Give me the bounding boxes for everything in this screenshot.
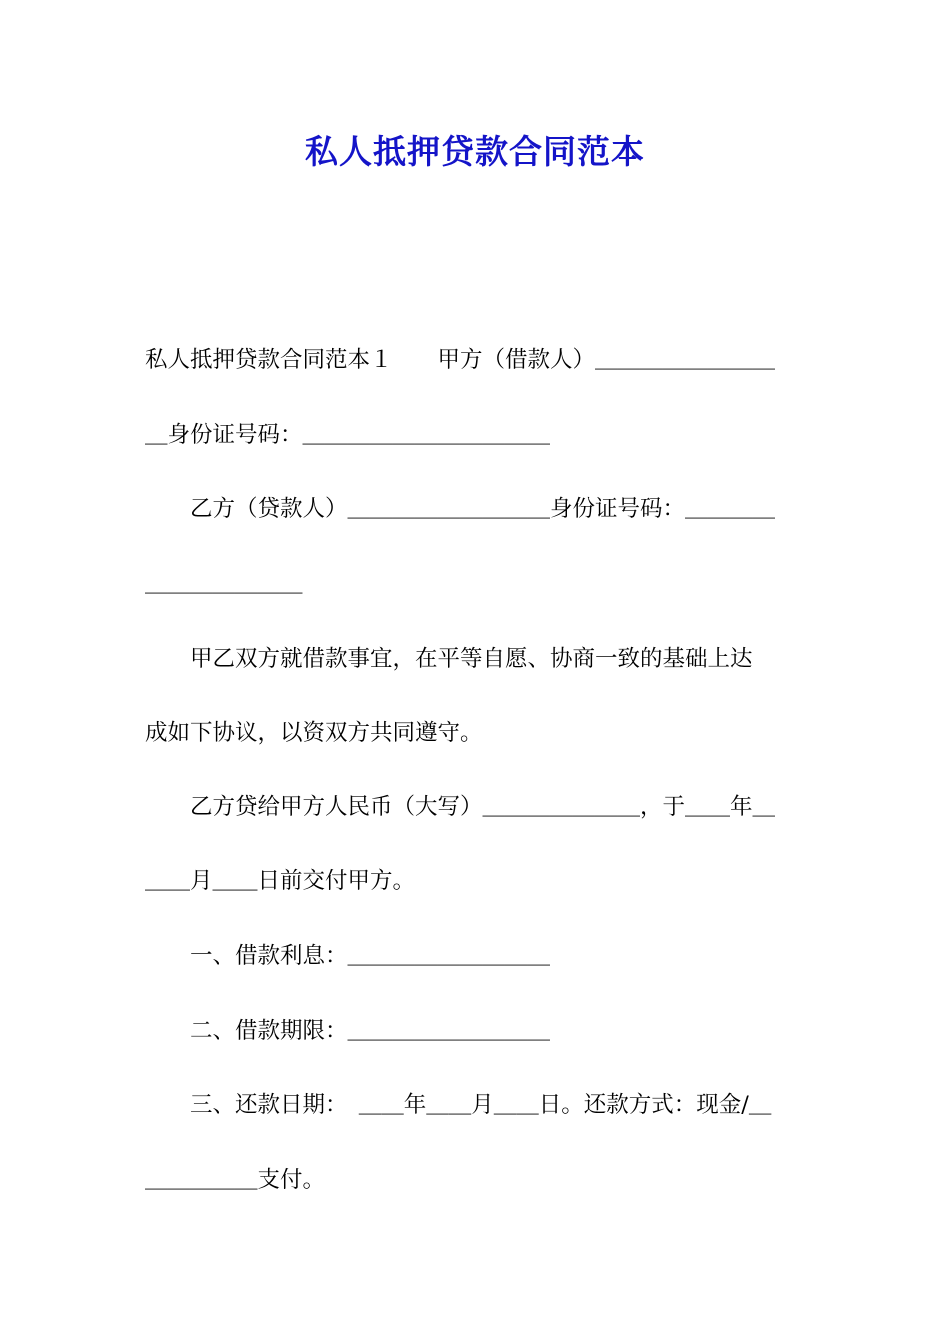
paragraph-line-4: ＿＿＿＿＿＿＿ [145,571,303,597]
paragraph-line-9: 一、借款利息：＿＿＿＿＿＿＿＿＿ [145,943,551,969]
paragraph-line-10: 二、借款期限：＿＿＿＿＿＿＿＿＿ [145,1018,551,1044]
paragraph-line-2: ＿身份证号码：＿＿＿＿＿＿＿＿＿＿＿ [145,422,551,448]
paragraph-line-1: 私人抵押贷款合同范本１ 甲方（借款人）＿＿＿＿＿＿＿＿ [145,347,776,373]
paragraph-line-12: ＿＿＿＿＿支付。 [145,1167,326,1193]
paragraph-line-8: ＿＿月＿＿日前交付甲方。 [145,868,416,894]
paragraph-line-3: 乙方（贷款人）＿＿＿＿＿＿＿＿＿身份证号码：＿＿＿＿ [145,496,776,522]
paragraph-line-6: 成如下协议，以资双方共同遵守。 [145,720,483,746]
paragraph-line-7: 乙方贷给甲方人民币（大写）＿＿＿＿＿＿＿，于＿＿年＿ [145,794,776,820]
document-title: 私人抵押贷款合同范本 [305,132,645,171]
paragraph-line-11: 三、还款日期： ＿＿年＿＿月＿＿日。还款方式：现金/＿ [145,1092,772,1118]
paragraph-line-5: 甲乙双方就借款事宜，在平等自愿、协商一致的基础上达 [145,646,753,672]
